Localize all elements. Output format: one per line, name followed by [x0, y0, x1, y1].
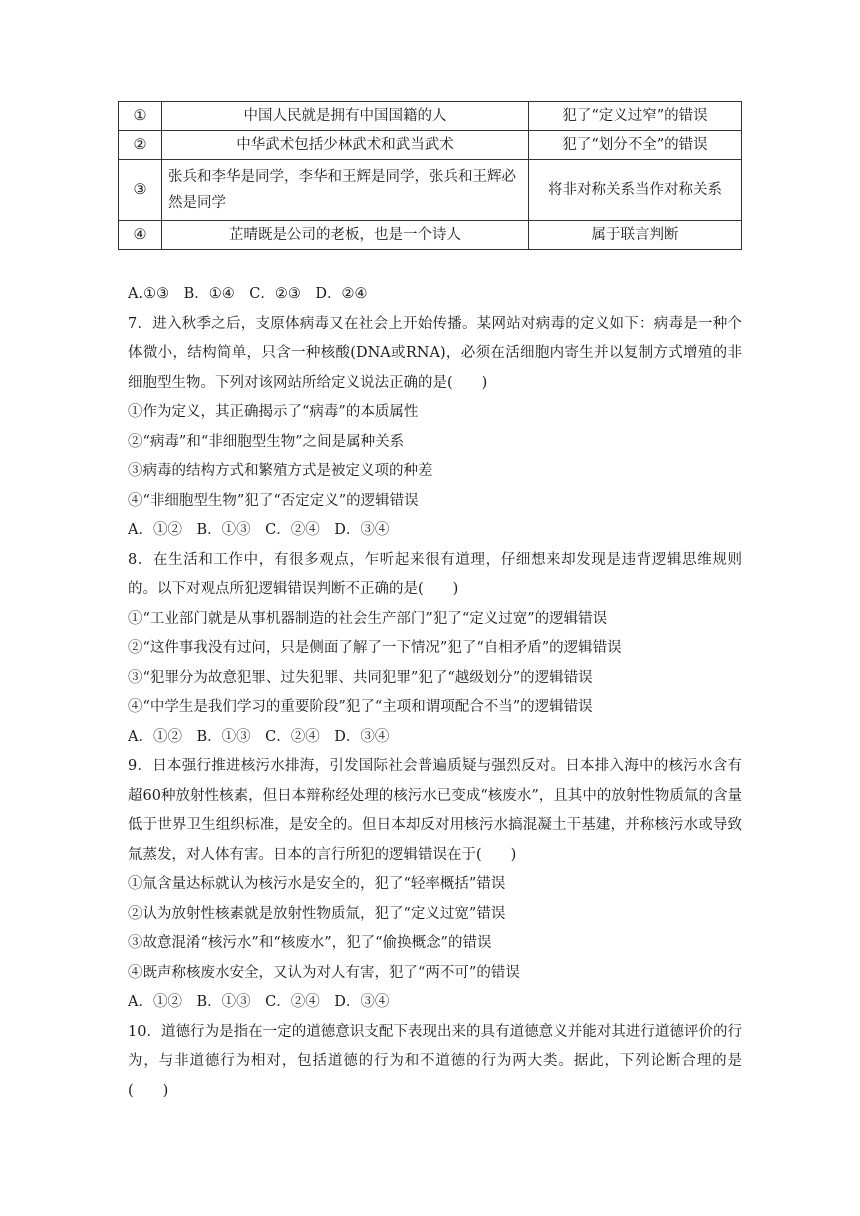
q10-stem: 10．道德行为是指在一定的道德意识支配下表现出来的具有道德意义并能对其进行道德评价的行为，与非道德行为相对，包括道德的行为和不道德的行为两大类。据此，下列论断合理的是( )	[128, 1023, 742, 1099]
q9-item: ③故意混淆“核污水”和“核废水”，犯了“偷换概念”的错误	[128, 935, 492, 951]
q9-item: ②认为放射性核素就是放射性物质氚，犯了“定义过宽”错误	[128, 905, 506, 922]
q7-options: A．①② B．①③ C．②④ D．③④	[128, 522, 390, 538]
row-judgement: 将非对称关系当作对称关系	[529, 160, 742, 221]
q7-item: ②“病毒”和“非细胞型生物”之间是属种关系	[128, 433, 405, 450]
q9-item: ④既声称核废水安全，又认为对人有害，犯了“两不可”的错误	[128, 964, 520, 981]
q8-item: ④“中学生是我们学习的重要阶段”犯了“主项和谓项配合不当”的逻辑错误	[128, 699, 593, 715]
q8-stem: 8．在生活和工作中，有很多观点，乍听起来很有道理，仔细想来却发现是违背逻辑思维规则的。以下对观点所犯逻辑错误判断不正确的是( )	[128, 551, 742, 597]
row-statement: 中华武术包括少林武术和武当武术	[162, 131, 529, 160]
row-number: ①	[119, 102, 162, 131]
q8-options: A．①② B．①③ C．②④ D．③④	[128, 728, 390, 745]
table-row	[119, 221, 742, 250]
row-statement: 中国人民就是拥有中国国籍的人	[162, 102, 529, 131]
questions-body	[128, 280, 742, 1106]
row-number: ②	[119, 131, 162, 160]
q7-item: ③病毒的结构方式和繁殖方式是被定义项的种差	[128, 463, 433, 479]
row-number: ③	[119, 160, 162, 221]
judgement-table	[118, 101, 742, 250]
q9-options: A．①② B．①③ C．②④ D．③④	[128, 994, 390, 1010]
q7-stem: 7．进入秋季之后，支原体病毒又在社会上开始传播。某网站对病毒的定义如下：病毒是一种个体微小，结构简单，只含一种核酸(DNA或RNA)，必须在活细胞内寄生并以复制方式增殖的非细胞型生物。下列对该网站所给定义说法正确的是( )	[128, 315, 742, 391]
table-row	[119, 131, 742, 160]
row-judgement: 犯了“定义过窄”的错误	[529, 102, 742, 131]
q9-item: ①氚含量达标就认为核污水是安全的，犯了“轻率概括”错误	[128, 876, 506, 892]
q9-stem: 9．日本强行推进核污水排海，引发国际社会普遍质疑与强烈反对。日本排入海中的核污水含有超60种放射性核素，但日本辩称经处理的核污水已变成“核废水”，且其中的放射性物质氚的含量低于世界卫生组织标准，是安全的。但日本却反对用核污水搞混凝土干基建，并称核污水或导致氚蒸发，对人体有害。日本的言行所犯的逻辑错误在于( )	[128, 758, 742, 863]
q8-item: ①“工业部门就是从事机器制造的社会生产部门”犯了“定义过宽”的逻辑错误	[128, 610, 608, 627]
table-row	[119, 102, 742, 131]
q7-item: ①作为定义，其正确揭示了“病毒”的本质属性	[128, 404, 419, 420]
row-statement: 芷晴既是公司的老板，也是一个诗人	[162, 221, 529, 250]
row-judgement: 属于联言判断	[529, 221, 742, 250]
q7-item: ④“非细胞型生物”犯了“否定定义”的逻辑错误	[128, 492, 419, 509]
row-statement: 张兵和李华是同学，李华和王辉是同学，张兵和王辉必然是同学	[162, 160, 529, 221]
q8-item: ③“犯罪分为故意犯罪、过失犯罪、共同犯罪”犯了“越级划分”的逻辑错误	[128, 669, 593, 686]
row-judgement: 犯了“划分不全”的错误	[529, 131, 742, 160]
q8-item: ②“这件事我没有过问，只是侧面了解了一下情况”犯了“自相矛盾”的逻辑错误	[128, 640, 622, 656]
table-row	[119, 160, 742, 221]
row-number: ④	[119, 221, 162, 250]
q6-options: A.①③ B．①④ C．②③ D．②④	[128, 286, 368, 302]
